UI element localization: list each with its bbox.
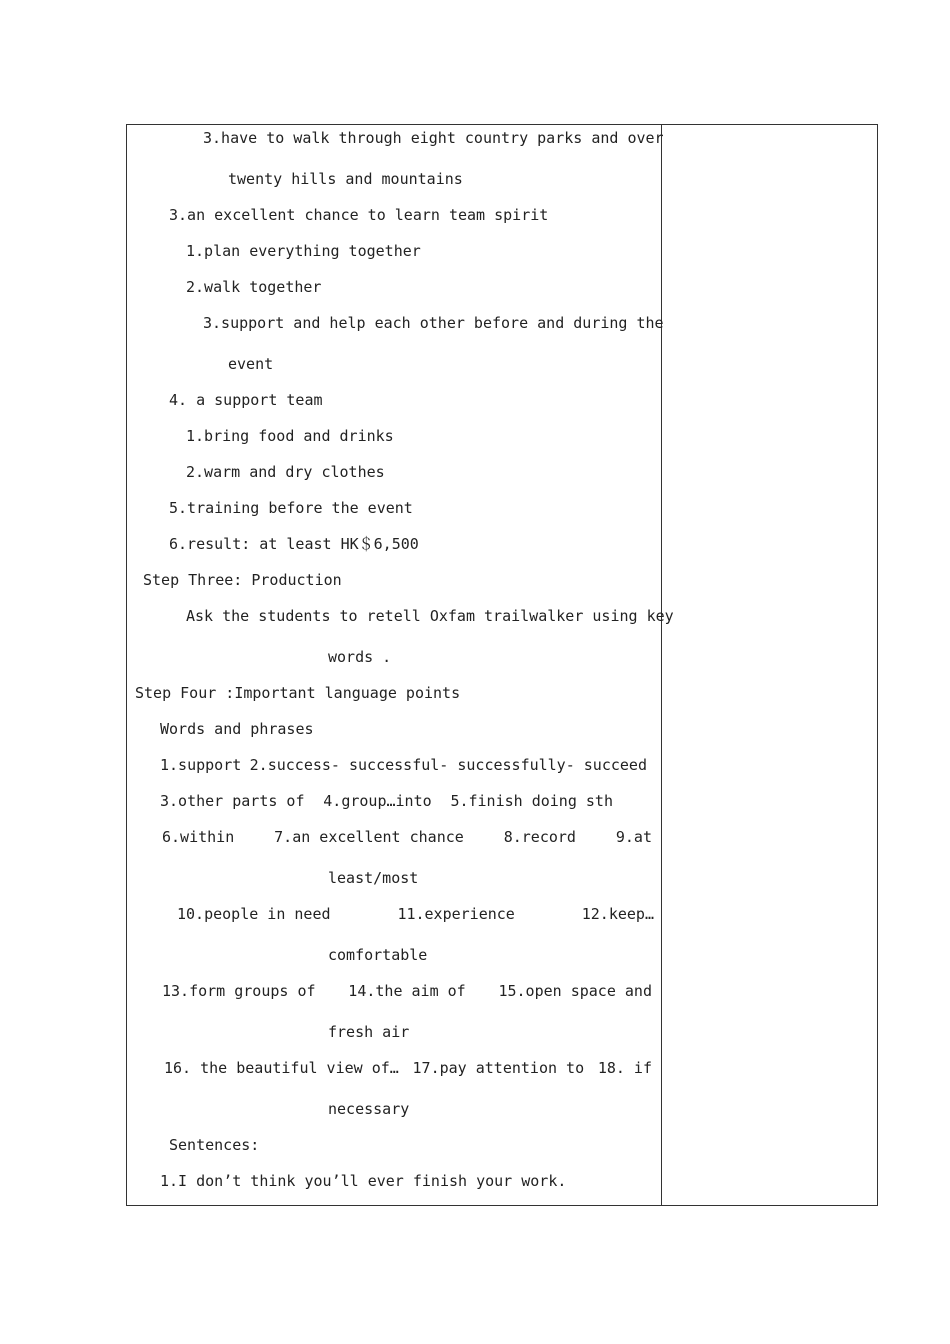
phrase-item: 1.support bbox=[160, 756, 242, 774]
phrase-row bbox=[177, 905, 654, 923]
table-column-divider bbox=[661, 124, 662, 1206]
section-heading: Sentences: bbox=[169, 1136, 260, 1154]
phrase-item: 8.record bbox=[503, 828, 576, 846]
list-item: 6.result: at least HK＄6,500 bbox=[169, 535, 419, 553]
list-item: 3.support and help each other before and during the bbox=[203, 314, 664, 332]
section-heading: Words and phrases bbox=[160, 720, 314, 738]
phrase-continuation: fresh air bbox=[328, 1023, 410, 1041]
phrase-item: 7.an excellent chance bbox=[274, 828, 464, 846]
list-item-continuation: twenty hills and mountains bbox=[228, 170, 463, 188]
phrase-item: 10.people in need bbox=[177, 905, 331, 923]
phrase-item: 13.form groups of bbox=[162, 982, 316, 1000]
phrase-item: 11.experience bbox=[397, 905, 515, 923]
phrase-row bbox=[160, 792, 613, 810]
phrase-item: 9.at bbox=[615, 828, 652, 846]
list-item: 3.have to walk through eight country parks and over bbox=[203, 129, 664, 147]
phrase-item: 17.pay attention to bbox=[412, 1059, 585, 1077]
list-item: 4. a support team bbox=[169, 391, 323, 409]
phrase-item: 4.group…into bbox=[323, 792, 432, 810]
phrase-item: 5.finish doing sth bbox=[450, 792, 613, 810]
phrase-row bbox=[164, 1059, 652, 1077]
phrase-continuation: comfortable bbox=[328, 946, 428, 964]
step-heading: Step Four :Important language points bbox=[135, 684, 461, 702]
phrase-item: 2.success- successful- successfully- succeed bbox=[249, 756, 647, 774]
list-item: 3.an excellent chance to learn team spirit bbox=[169, 206, 549, 224]
example-sentence: 1.I don’t think you’ll ever finish your work. bbox=[160, 1172, 567, 1190]
phrase-item: 12.keep… bbox=[581, 905, 654, 923]
phrase-item: 3.other parts of bbox=[160, 792, 305, 810]
instruction-continuation: words . bbox=[328, 648, 392, 666]
list-item: 2.warm and dry clothes bbox=[186, 463, 385, 481]
instruction-text: Ask the students to retell Oxfam trailwalker using key bbox=[186, 607, 674, 625]
list-item: 1.bring food and drinks bbox=[186, 427, 394, 445]
phrase-continuation: necessary bbox=[328, 1100, 410, 1118]
phrase-item: 14.the aim of bbox=[348, 982, 466, 1000]
phrase-continuation: least/most bbox=[328, 869, 419, 887]
phrase-item: 6.within bbox=[162, 828, 235, 846]
phrase-row bbox=[160, 756, 647, 774]
phrase-row bbox=[162, 982, 652, 1000]
list-item: 2.walk together bbox=[186, 278, 322, 296]
phrase-item: 15.open space and bbox=[498, 982, 652, 1000]
list-item: 5.training before the event bbox=[169, 499, 413, 517]
phrase-row bbox=[162, 828, 652, 846]
phrase-item: 18. if bbox=[597, 1059, 652, 1077]
list-item-continuation: event bbox=[228, 355, 274, 373]
step-heading: Step Three: Production bbox=[143, 571, 342, 589]
phrase-item: 16. the beautiful view of… bbox=[164, 1059, 399, 1077]
list-item: 1.plan everything together bbox=[186, 242, 421, 260]
